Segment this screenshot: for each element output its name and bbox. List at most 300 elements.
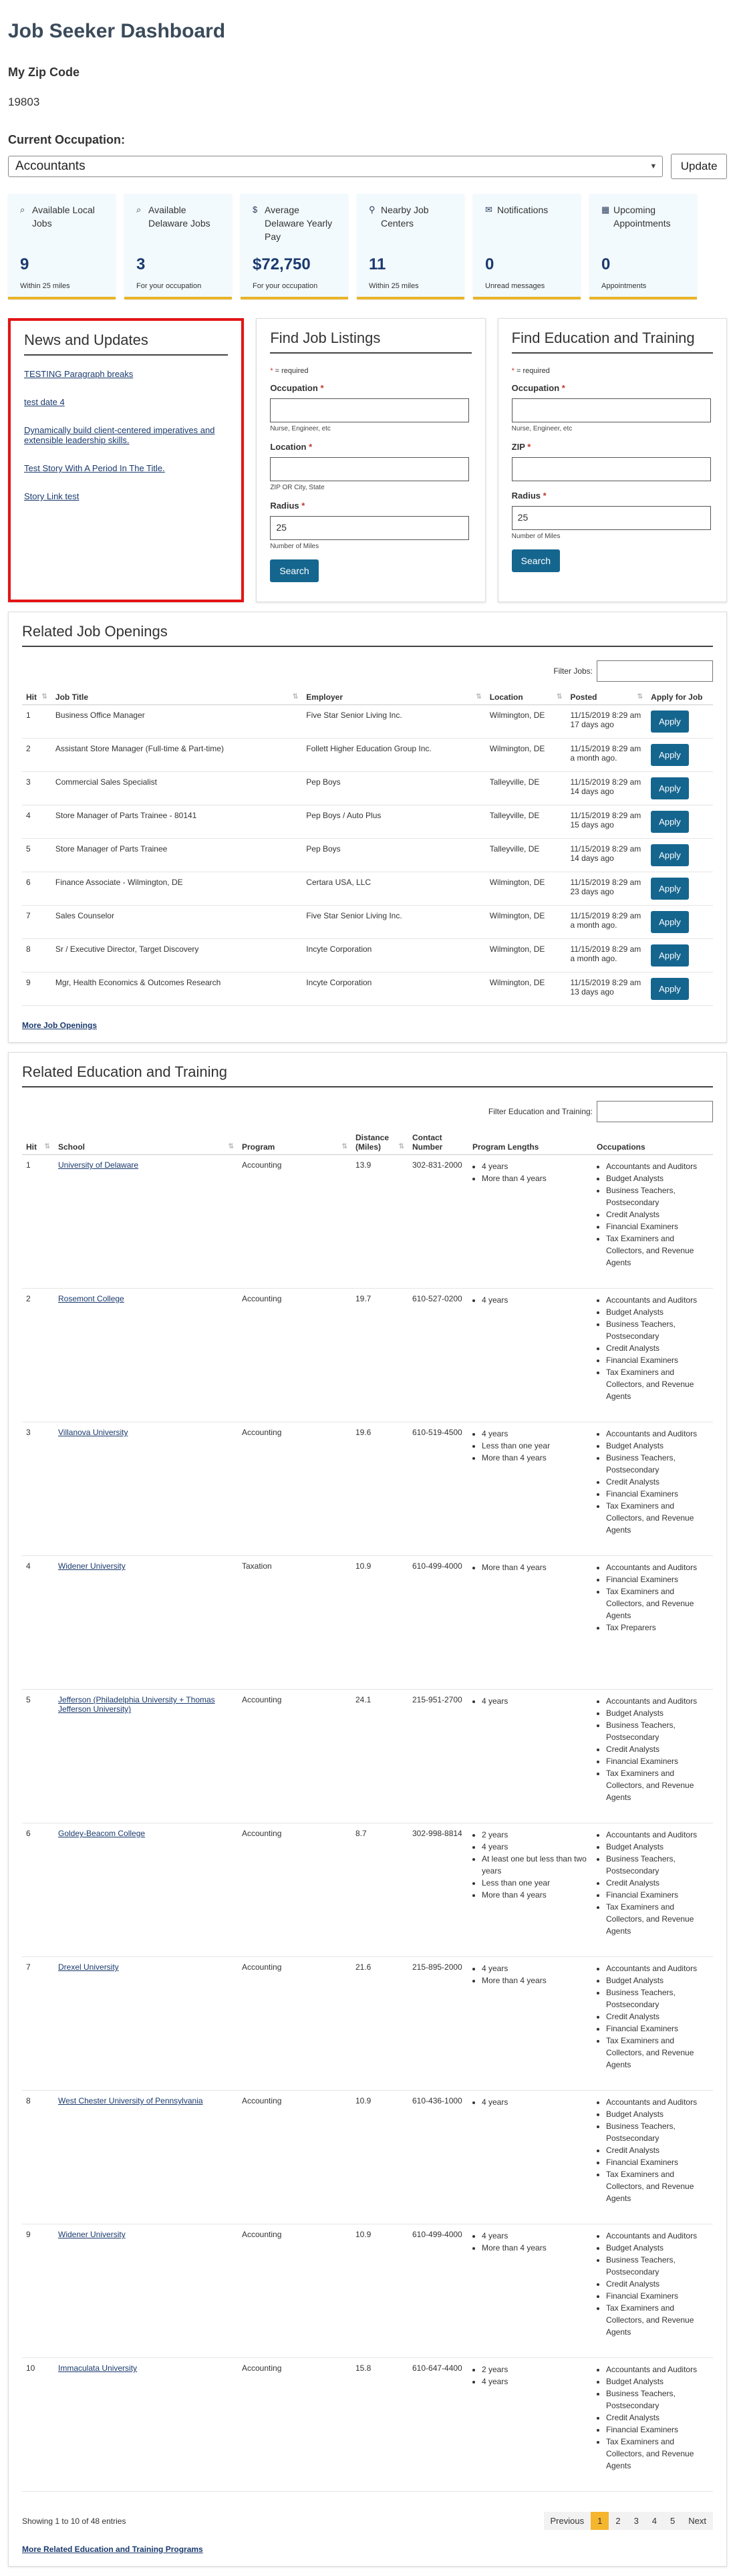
posted-ago: 17 days ago [570,720,614,729]
news-link[interactable]: test date 4 [24,397,65,407]
lengths-cell [468,1823,593,1957]
table-cell: Pep Boys [302,772,485,805]
job-radius-input[interactable]: 25 [270,516,469,540]
length-item: • 4 years [482,1841,589,1853]
news-link[interactable]: TESTING Paragraph breaks [24,369,134,379]
program-cell: Accounting [238,1957,351,2091]
table-row [22,973,713,1006]
sort-icon: ⇅ [398,1143,404,1150]
apply-button[interactable]: Apply [651,777,689,799]
column-header[interactable] [408,1128,468,1155]
find-jobs-panel [256,318,485,602]
radius-field-label: Radius * [270,501,305,511]
occupation-item: • Business Teachers, Postsecondary [606,2388,709,2412]
occupation-item: • Business Teachers, Postsecondary [606,1719,709,1743]
apply-button[interactable]: Apply [651,811,689,833]
page-button[interactable]: 1 [591,2512,609,2530]
lengths-list [472,2363,589,2388]
occupations-cell [593,1556,713,1690]
occupation-item: • Tax Examiners and Collectors, and Revenue Agents [606,2302,709,2338]
job-location-input[interactable] [270,457,469,481]
occupation-item: • Business Teachers, Postsecondary [606,1184,709,1208]
lengths-cell [468,2091,593,2224]
table-cell: 1 [22,705,51,739]
table-cell: 8 [22,939,51,973]
occupation-item: • Tax Examiners and Collectors, and Revenue Agents [606,1585,709,1622]
lengths-cell [468,1690,593,1823]
card-subtitle: For your occupation [253,282,318,290]
posted-ago: 15 days ago [570,820,614,829]
card-subtitle: Within 25 miles [20,282,70,290]
news-link[interactable]: Test Story With A Period In The Title. [24,463,165,473]
length-item: • Less than one year [482,1440,589,1452]
news-link[interactable]: Dynamically build client-centered imperatives and extensible leadership skills. [24,425,215,445]
filter-jobs-input[interactable] [597,660,713,682]
card-title: Available Delaware Jobs [148,205,210,229]
school-link[interactable]: Widener University [58,2230,126,2239]
hit-cell: 2 [22,1289,54,1422]
table-cell: Follett Higher Education Group Inc. [302,739,485,772]
table-cell: Wilmington, DE [486,705,567,739]
related-jobs-section [8,612,727,1043]
apply-cell [647,973,713,1006]
edu-zip-input[interactable] [512,457,711,481]
column-label: Location [489,692,523,702]
location-hint: ZIP OR City, State [270,484,325,491]
program-cell: Accounting [238,2224,351,2358]
table-row [22,1823,713,1957]
find-jobs-title: Find Job Listings [270,330,471,354]
distance-cell: 13.9 [351,1155,408,1289]
occupation-item: • Credit Analysts [606,2278,709,2290]
lengths-list [472,1962,589,1986]
length-item: • More than 4 years [482,1452,589,1464]
education-table [22,1128,713,2492]
edu-search-button[interactable]: Search [512,549,560,572]
posted-date: 11/15/2019 8:29 am [570,878,641,887]
program-cell: Taxation [238,1556,351,1690]
zip-label: My Zip Code [8,66,80,79]
page-button[interactable]: 2 [609,2512,627,2530]
job-search-button[interactable]: Search [270,559,318,582]
lengths-list [472,1428,589,1464]
dollar-icon: $ [253,205,258,215]
occupations-list [597,1829,709,1937]
page-button[interactable]: 4 [645,2512,664,2530]
column-header[interactable] [351,1128,408,1155]
apply-button[interactable]: Apply [651,911,689,933]
column-label: Employer [306,692,343,702]
table-cell: Finance Associate - Wilmington, DE [51,872,302,906]
zip-value: 19803 [8,96,40,108]
school-link[interactable]: Rosemont College [58,1294,124,1303]
column-header[interactable] [22,687,51,705]
school-link[interactable]: University of Delaware [58,1160,139,1170]
phone-cell: 610-647-4400 [408,2358,468,2492]
lengths-cell [468,1155,593,1289]
card-header [20,203,106,263]
occupation-hint: Nurse, Engineer, etc [270,425,331,432]
posted-cell [566,839,647,872]
column-label: Hit [26,1142,37,1152]
sort-icon: ⇅ [476,693,482,700]
posted-cell [566,973,647,1006]
lengths-cell [468,2224,593,2358]
length-item: • At least one but less than two years [482,1853,589,1877]
summary-card[interactable] [124,194,232,299]
table-row [22,1289,713,1422]
jobs-table [22,687,713,1006]
length-item: • More than 4 years [482,1889,589,1901]
occupation-select-value: Accountants [15,159,86,173]
lengths-list [472,1695,589,1707]
apply-cell [647,739,713,772]
occupation-item: • Accountants and Auditors [606,1829,709,1841]
dashboard-page [0,20,735,2576]
news-item [24,397,228,407]
school-cell [54,2358,238,2492]
occupation-select[interactable] [8,156,663,177]
table-cell: Talleyville, DE [486,772,567,805]
column-header[interactable] [238,1128,351,1155]
occupation-item: • Tax Examiners and Collectors, and Revenue Agents [606,1233,709,1269]
length-item: • More than 4 years [482,1172,589,1184]
hit-cell: 4 [22,1556,54,1690]
occupation-item: • Accountants and Auditors [606,2230,709,2242]
length-item: • More than 4 years [482,1561,589,1573]
table-cell: Wilmington, DE [486,739,567,772]
job-occupation-input[interactable] [270,398,469,422]
distance-cell: 10.9 [351,1556,408,1690]
table-row [22,2358,713,2492]
school-link[interactable]: Goldey-Beacom College [58,1829,146,1838]
posted-ago: 13 days ago [570,987,614,997]
summary-card[interactable] [473,194,581,299]
school-link[interactable]: Villanova University [58,1428,128,1437]
occupation-item: • Credit Analysts [606,1743,709,1755]
occupation-item: • Tax Examiners and Collectors, and Revenue Agents [606,1901,709,1937]
table-row [22,839,713,872]
table-cell: Store Manager of Parts Trainee - 80141 [51,805,302,839]
filter-education-label: Filter Education and Training: [488,1107,593,1116]
find-education-panel [498,318,727,602]
table-cell: Wilmington, DE [486,906,567,939]
table-row [22,906,713,939]
length-item: • 4 years [482,2096,589,2108]
table-row [22,1957,713,2091]
school-link[interactable]: Immaculata University [58,2363,138,2373]
card-subtitle: Appointments [601,282,647,290]
school-link[interactable]: Jefferson (Philadelphia University + Thomas Jefferson University) [58,1695,215,1714]
column-header[interactable] [647,687,713,705]
occupation-item: • Budget Analysts [606,2108,709,2120]
column-label: Job Title [55,692,89,702]
program-cell: Accounting [238,2091,351,2224]
occupation-item: • Financial Examiners [606,1573,709,1585]
table-row [22,772,713,805]
distance-cell: 15.8 [351,2358,408,2492]
calendar-icon: ▦ [601,205,610,215]
table-cell: 4 [22,805,51,839]
table-row [22,705,713,739]
page-button[interactable]: Previous [544,2512,591,2530]
table-cell: 6 [22,872,51,906]
column-label: Program Lengths [472,1142,539,1152]
radius-hint: Number of Miles [511,533,561,540]
card-value: 0 [485,255,494,273]
posted-date: 11/15/2019 8:29 am [570,711,641,720]
occupation-item: • Financial Examiners [606,2023,709,2035]
column-label: Posted [570,692,597,702]
posted-date: 11/15/2019 8:29 am [570,777,641,787]
edu-radius-input[interactable]: 25 [512,506,711,530]
card-header [253,203,339,263]
map-marker-icon: ⚲ [369,205,376,215]
occupation-item: • Credit Analysts [606,1476,709,1488]
posted-ago: 14 days ago [570,854,614,863]
occupation-field-label: Occupation * [511,383,565,393]
posted-cell [566,705,647,739]
card-value: 0 [601,255,611,273]
occupation-item: • Accountants and Auditors [606,1561,709,1573]
page-button[interactable]: 3 [627,2512,645,2530]
summary-card[interactable] [357,194,464,299]
distance-cell: 10.9 [351,2224,408,2358]
posted-ago: a month ago. [570,753,617,763]
school-link[interactable]: Drexel University [58,1962,119,1972]
more-education-link[interactable]: More Related Education and Training Programs [22,2545,203,2554]
news-item [24,425,228,445]
table-cell: Wilmington, DE [486,973,567,1006]
hit-cell: 5 [22,1690,54,1823]
phone-cell: 610-519-4500 [408,1422,468,1556]
phone-cell: 610-527-0200 [408,1289,468,1422]
hit-cell: 9 [22,2224,54,2358]
news-item [24,491,228,501]
edu-occupation-input[interactable] [512,398,711,422]
occupation-item: • Financial Examiners [606,1354,709,1366]
news-link[interactable]: Story Link test [24,491,80,501]
occupation-item: • Business Teachers, Postsecondary [606,1318,709,1342]
search-icon: ⌕ [136,205,142,215]
posted-cell [566,739,647,772]
column-header[interactable] [51,687,302,705]
table-row [22,1690,713,1823]
occupation-item: • Credit Analysts [606,2011,709,2023]
occupation-item: • Budget Analysts [606,1707,709,1719]
occupation-item: • Business Teachers, Postsecondary [606,1986,709,2011]
occupations-cell [593,2358,713,2492]
occupation-item: • Financial Examiners [606,2290,709,2302]
table-cell: Sales Counselor [51,906,302,939]
distance-cell: 24.1 [351,1690,408,1823]
news-title: News and Updates [24,332,228,356]
table-cell: Store Manager of Parts Trainee [51,839,302,872]
apply-button[interactable]: Apply [651,844,689,866]
occupation-hint: Nurse, Engineer, etc [511,425,573,432]
program-cell: Accounting [238,1690,351,1823]
apply-button[interactable]: Apply [651,711,689,733]
apply-button[interactable]: Apply [651,978,689,1000]
apply-cell [647,872,713,906]
occupations-cell [593,1957,713,2091]
table-cell: 3 [22,772,51,805]
hit-cell: 10 [22,2358,54,2492]
occupation-field-label: Occupation * [270,383,324,393]
occupation-item: • Tax Examiners and Collectors, and Revenue Agents [606,1366,709,1402]
sort-icon: ⇅ [637,693,643,700]
table-row [22,1556,713,1690]
table-cell: Wilmington, DE [486,939,567,973]
summary-card[interactable] [241,194,348,299]
occupations-cell [593,1823,713,1957]
length-item: • 4 years [482,1962,589,1974]
card-title: Available Local Jobs [32,205,95,229]
news-panel [8,318,244,602]
occupations-list [597,2096,709,2204]
table-cell: 2 [22,739,51,772]
hit-cell: 3 [22,1422,54,1556]
program-cell: Accounting [238,1823,351,1957]
column-header[interactable] [468,1128,593,1155]
occupation-item: • Budget Analysts [606,1306,709,1318]
summary-cards [8,194,727,299]
apply-cell [647,705,713,739]
distance-cell: 19.6 [351,1422,408,1556]
length-item: • 2 years [482,1829,589,1841]
card-title: Upcoming Appointments [613,205,671,229]
zip-field-label: ZIP * [511,442,531,452]
column-label: Program [242,1142,275,1152]
posted-date: 11/15/2019 8:29 am [570,744,641,753]
length-item: • More than 4 years [482,2242,589,2254]
table-cell: Incyte Corporation [302,939,485,973]
update-button[interactable]: Update [671,154,727,179]
pagination [544,2512,713,2530]
length-item: • 4 years [482,1695,589,1707]
posted-date: 11/15/2019 8:29 am [570,978,641,987]
apply-button[interactable]: Apply [651,744,689,766]
table-row [22,2224,713,2358]
occupation-item: • Tax Examiners and Collectors, and Revenue Agents [606,1767,709,1803]
table-cell: Wilmington, DE [486,872,567,906]
column-header[interactable] [302,687,485,705]
length-item: • 4 years [482,1428,589,1440]
posted-ago: 23 days ago [570,887,614,896]
apply-button[interactable]: Apply [651,878,689,900]
posted-ago: a month ago. [570,954,617,963]
column-header[interactable] [22,1128,54,1155]
length-item: • 4 years [482,1160,589,1172]
phone-cell: 215-951-2700 [408,1690,468,1823]
card-header [369,203,455,263]
radius-hint: Number of Miles [270,543,319,550]
table-row [22,2091,713,2224]
occupation-item: • Business Teachers, Postsecondary [606,1452,709,1476]
column-header[interactable] [54,1128,238,1155]
summary-card[interactable] [8,194,116,299]
occupation-item: • Business Teachers, Postsecondary [606,2254,709,2278]
occupation-item: • Tax Examiners and Collectors, and Revenue Agents [606,1500,709,1536]
page-button[interactable]: 5 [664,2512,682,2530]
program-cell: Accounting [238,1155,351,1289]
school-cell [54,1556,238,1690]
occupation-item: • Credit Analysts [606,1342,709,1354]
occupation-item: • Accountants and Auditors [606,2096,709,2108]
occupation-item: • Financial Examiners [606,1220,709,1233]
card-subtitle: Unread messages [485,282,545,290]
column-header[interactable] [593,1128,713,1155]
radius-field-label: Radius * [511,491,547,501]
occupations-cell [593,2224,713,2358]
apply-button[interactable]: Apply [651,944,689,967]
column-header[interactable] [486,687,567,705]
occupation-item: • Financial Examiners [606,1488,709,1500]
length-item: • 2 years [482,2363,589,2375]
column-label: Occupations [597,1142,645,1152]
school-link[interactable]: West Chester University of Pennsylvania [58,2096,203,2105]
card-header [136,203,223,263]
occupations-cell [593,1690,713,1823]
chevron-down-icon: ▼ [649,162,657,170]
posted-ago: a month ago. [570,920,617,930]
related-education-section [8,1052,727,2567]
table-cell: Incyte Corporation [302,973,485,1006]
filter-education-input[interactable] [597,1101,713,1122]
card-title: Average Delaware Yearly Pay [265,205,333,242]
apply-cell [647,839,713,872]
news-item [24,463,228,473]
summary-card[interactable] [589,194,697,299]
page-button[interactable]: Next [682,2512,713,2530]
entries-info: Showing 1 to 10 of 48 entries [22,2516,126,2526]
hit-cell: 7 [22,1957,54,2091]
school-cell [54,1823,238,1957]
table-cell: Assistant Store Manager (Full-time & Part-time) [51,739,302,772]
school-cell [54,1422,238,1556]
table-row [22,739,713,772]
occupation-label: Current Occupation: [8,133,126,146]
card-title: Nearby Job Centers [381,205,429,229]
posted-date: 11/15/2019 8:29 am [570,811,641,820]
school-cell [54,1690,238,1823]
distance-cell: 8.7 [351,1823,408,1957]
occupations-list [597,1160,709,1269]
occupations-cell [593,1289,713,1422]
column-header[interactable] [566,687,647,705]
occupation-item: • Budget Analysts [606,1841,709,1853]
phone-cell: 610-499-4000 [408,1556,468,1690]
occupation-item: • Financial Examiners [606,2424,709,2436]
location-field-label: Location * [270,442,313,452]
table-cell: 7 [22,906,51,939]
occupations-list [597,1428,709,1536]
lengths-list [472,2230,589,2254]
card-title: Notifications [497,205,549,215]
news-item [24,369,228,379]
more-jobs-link[interactable]: More Job Openings [22,1021,98,1030]
school-link[interactable]: Widener University [58,1561,126,1571]
occupation-item: • Accountants and Auditors [606,1962,709,1974]
length-item: • Less than one year [482,1877,589,1889]
related-jobs-title: Related Job Openings [22,623,713,647]
required-note: * = required [270,367,309,375]
phone-cell: 215-895-2000 [408,1957,468,2091]
occupation-item: • Credit Analysts [606,2412,709,2424]
lengths-cell [468,1556,593,1690]
apply-cell [647,906,713,939]
table-row [22,1155,713,1289]
